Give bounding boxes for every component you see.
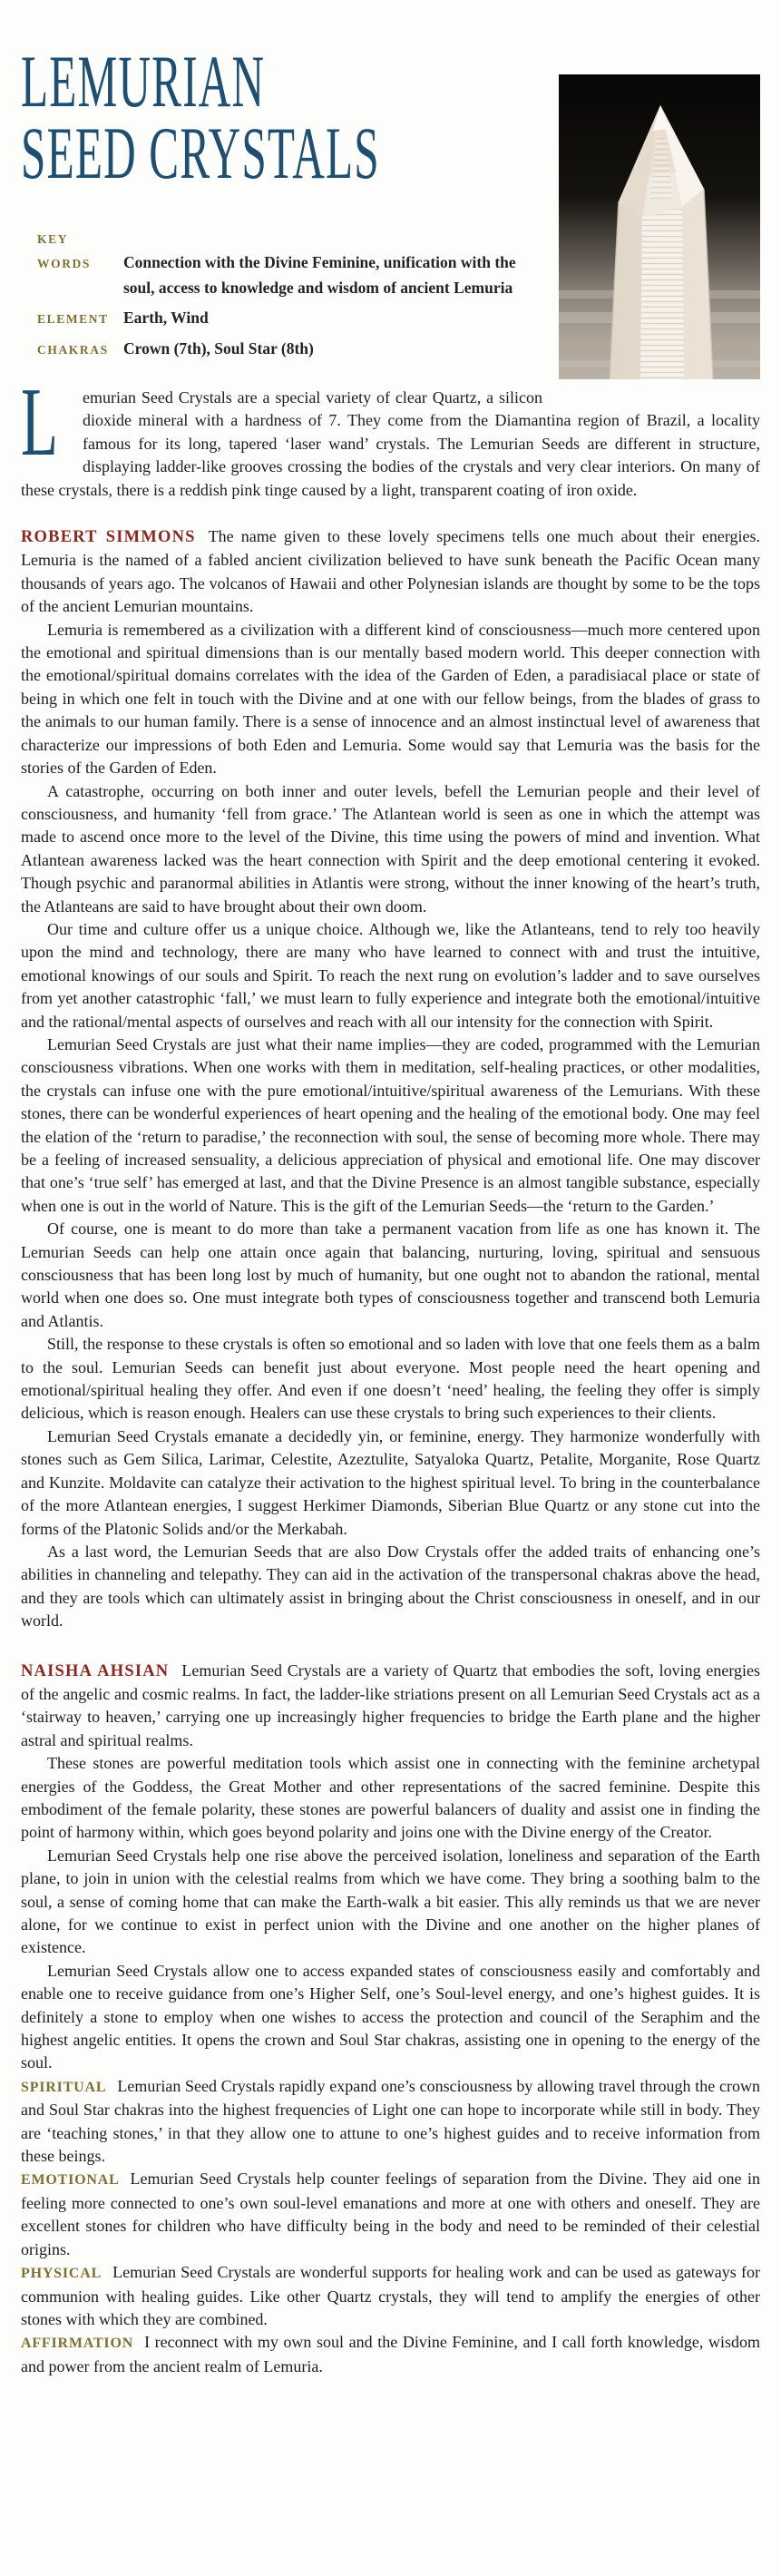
element-label: ELEMENT [37, 312, 109, 326]
physical-label: PHYSICAL [21, 2266, 103, 2282]
chakras-row [37, 337, 518, 362]
simmons-paragraph-text: The name given to these lovely specimens tells one much about their energies. Lemuria is the named of a fabled ancient civilization believed to have sunk beneath the Pacific Ocean many thousands of years ago. The volcanos of Hawaii and other Polynesian islands are thought by some to be the tops of the ancient Lemurian mountains. [21, 527, 760, 616]
ahsian-section [21, 1660, 760, 2075]
simmons-paragraph: As a last word, the Lemurian Seeds that are also Dow Crystals offer the added traits of enhancing one’s abilities in channeling and telepathy. They can aid in the activation of the transpersonal chakras above the head, and they are tools which can ultimately assist in bringing about the Christ consciousness in oneself, and in our world. [21, 1542, 760, 1631]
spiritual-label: SPIRITUAL [21, 2079, 107, 2095]
title-line-2: SEED CRYSTALS [21, 112, 380, 194]
page-title [21, 40, 620, 194]
simmons-paragraph: Lemurian Seed Crystals emanate a decidedly yin, or feminine, energy. They harmonize wonderfully with stones such as Gem Silica, Larimar, Celestite, Azeztulite, Satyaloka Quartz, Petalite, Morganite, Rose Quartz and Kunzite. Moldavite can catalyze their activation to the highest spiritual level. To bring in the counterbalance of the more Atlantean energies, I suggest Herkimer Diamonds, Siberian Blue Quartz or any stone cut into the forms of the Platonic Solids and/or the Merkabah. [21, 1426, 760, 1538]
simmons-label: ROBERT SIMMONS [21, 528, 196, 547]
aspect-row-spiritual [21, 2075, 760, 2169]
simmons-paragraph: Lemurian Seed Crystals are just what their name implies—they are coded, programmed with the Lemurian consciousness vibrations. When one works with them in meditation, self-healing practices, or other modalities, the crystals can infuse one with the pure emotional/intuitive/spiritual awareness of the Lemurians. With these stones, there can be wonderful experiences of heart opening and the healing of the emotional body. One may feel the elation of the ‘return to paradise,’ the reconnection with soul, the sense of becoming more whole. There may be a feeling of increased sensuality, a delicious appreciation of physical and emotional life. One may discover that one’s ‘true self’ has emerged at last, and that the Divine Presence is an almost tangible substance, especially when one is out in the world of Nature. This is the gift of the Lemurian Seeds—the ‘return to the Garden.’ [21, 1034, 760, 1215]
simmons-paragraph: Of course, one is meant to do more than take a permanent vacation from life as one has known it. The Lemurian Seeds can help one attain once again that balancing, nurturing, loving, spiritual and sensuous consciousness that has been long lost by much of humanity, but one ought not to abandon the rational, mental world when one does so. One must integrate both types of consciousness together and transcend both Lemuria and Atlantis. [21, 1219, 760, 1330]
keywords-text: Connection with the Divine Feminine, unification with the soul, access to knowledge and wisdom of ancient Lemuria [123, 253, 516, 297]
ahsian-label: NAISHA AHSIAN [21, 1661, 170, 1680]
simmons-paragraph: Lemuria is remembered as a civilization with a different kind of consciousness—much more centered upon the emotional and spiritual dimensions than is our mentally based modern world. This deeper connection with the emotional/spiritual domains correlates with the idea of the Garden of Eden, a paradisiacal place or state of being in which one felt in touch with the Divine and at one with our fellow beings, from the blades of grass to the animals to our human family. There is a sense of innocence and an almost instinctual level of awareness that characterize our impressions of both Eden and Lemuria. Some would say that Lemuria was the basis for the stories of the Garden of Eden. [21, 620, 760, 778]
dropcap: L [21, 368, 58, 476]
ahsian-paragraph-text: Lemurian Seed Crystals are a variety of Quartz that embodies the soft, loving energies of the angelic and cosmic realms. In fact, the ladder-like striations present on all Lemurian Seed Crystals act as a ‘stairway to heaven,’ carrying one up increasingly higher frequencies to bridge the Earth plane and the higher astral and spiritual realms. [21, 1660, 760, 1749]
aspect-row-physical [21, 2261, 760, 2331]
affirmation-label: AFFIRMATION [21, 2336, 134, 2352]
simmons-paragraph: Still, the response to these crystals is often so emotional and so laden with love that one feels them as a balm to the soul. Lemurian Seeds can benefit just about everyone. Most people need the heart opening and emotional/spiritual healing they offer. And even if one doesn’t ‘need’ healing, the feeling they offer is simply delicious, which is reason enough. Healers can use these crystals to bring such experiences to their clients. [21, 1335, 760, 1423]
simmons-paragraph: A catastrophe, occurring on both inner and outer levels, befell the Lemurian people and their level of consciousness, and humanity ‘fell from grace.’ The Atlantean world is seen as one in which the attempt was made to ascend once more to the level of the Divine, this time using the powers of mind and invention. What Atlantean awareness lacked was the heart connection with Spirit and the deep emotional centering it evoked. Though psychic and paranormal abilities in Atlantis were strong, without the inner knowing of the heart’s truth, the Atlanteans are said to have brought about their own doom. [21, 781, 760, 916]
affirmation-text: I reconnect with my own soul and the Divine Feminine, and I call forth knowledge, wisdom and power from the ancient realm of Lemuria. [21, 2333, 760, 2375]
aspect-row-affirmation [21, 2331, 760, 2378]
intro-text: emurian Seed Crystals are a special variety of clear Quartz, a silicon dioxide mineral with a hardness of 7. They come from the Diamantina region of Brazil, a locality famous for its long, tapered ‘laser wand’ crystals. The Lemurian Seeds are different in structure, displaying ladder-like grooves crossing the bodies of the crystals and very clear interiors. On many of these crystals, there is a reddish pink tinge caused by a light, transparent coating of iron oxide. [21, 388, 760, 499]
spiritual-text: Lemurian Seed Crystals rapidly expand one’s consciousness by allowing travel through the crown and Soul Star chakras into the highest frequencies of Light one can hope to incorporate while still in body. They are ‘teaching stones,’ in that they allow one to attune to one’s highest guides and to receive information from these beings. [21, 2076, 760, 2166]
simmons-section [21, 525, 760, 1633]
keywords-label: KEY WORDS [37, 232, 92, 270]
aspect-row-emotional [21, 2168, 760, 2261]
element-row [37, 306, 518, 331]
simmons-paragraph: Our time and culture offer us a unique choice. Although we, like the Atlanteans, tend to rely too heavily upon the mind and technology, there are many who have learned to connect with and trust the intuitive, emotional knowings of our souls and Spirit. To reach the next rung on evolution’s ladder and to save ourselves from yet another catastrophic ‘fall,’ we must learn to fully experience and integrate both the emotional/intuitive and the rational/mental aspects of ourselves and reach with all our intensity for the connection with Spirit. [21, 919, 760, 1031]
emotional-text: Lemurian Seed Crystals help counter feelings of separation from the Divine. They aid one in feeling more connected to one’s own soul-level emanations and more at one with others and oneself. They are excellent stones for children who have difficulty being in the body and need to be reminded of their celestial origins. [21, 2170, 760, 2258]
keywords-row [37, 227, 518, 300]
title-line-1: LEMURIAN [21, 40, 266, 122]
chakras-text: Crown (7th), Soul Star (8th) [123, 339, 314, 358]
ahsian-paragraph: Lemurian Seed Crystals allow one to access expanded states of consciousness easily and comfortably and enable one to receive guidance from one’s Higher Self, one’s Soul-level energy, and one’s highest guides. It is definitely a stone to employ when one wishes to access the protection and council of the Seraphim and the highest angelic entities. It opens the crown and Soul Star chakras, assisting one in opening to the energy of the soul. [21, 1961, 760, 2072]
meta-block [37, 227, 518, 362]
intro-paragraph [21, 368, 760, 502]
element-text: Earth, Wind [123, 309, 209, 327]
ahsian-paragraph: Lemurian Seed Crystals help one rise above the perceived isolation, loneliness and separation of the Earth plane, to join in union with the celestial realms from which we have come. They bring a soothing balm to the soul, a sense of coming home that can make the Earth-walk a bit easier. This ally reminds us that we are never alone, for we continue to exist in perfect union with the Divine and one another on the higher planes of existence. [21, 1846, 760, 1957]
ahsian-paragraph: These stones are powerful meditation tools which assist one in connecting with the feminine archetypal energies of the Goddess, the Great Mother and other representations of the sacred feminine. Despite this embodiment of the female polarity, these stones are powerful balancers of duality and assist one in finding the point of harmony within, which goes beyond polarity and joins one with the Divine energy of the Creator. [21, 1754, 760, 1842]
physical-text: Lemurian Seed Crystals are wonderful supports for healing work and can be used as gateways for communion with healing guides. Like other Quartz crystals, they will tend to amplify the energies of other stones with which they are combined. [21, 2263, 760, 2328]
ahsian-paragraph [21, 1660, 760, 1753]
chakras-label: CHAKRAS [37, 343, 109, 357]
emotional-label: EMOTIONAL [21, 2172, 120, 2189]
simmons-paragraph [21, 525, 760, 619]
aspects-section [21, 2075, 760, 2378]
